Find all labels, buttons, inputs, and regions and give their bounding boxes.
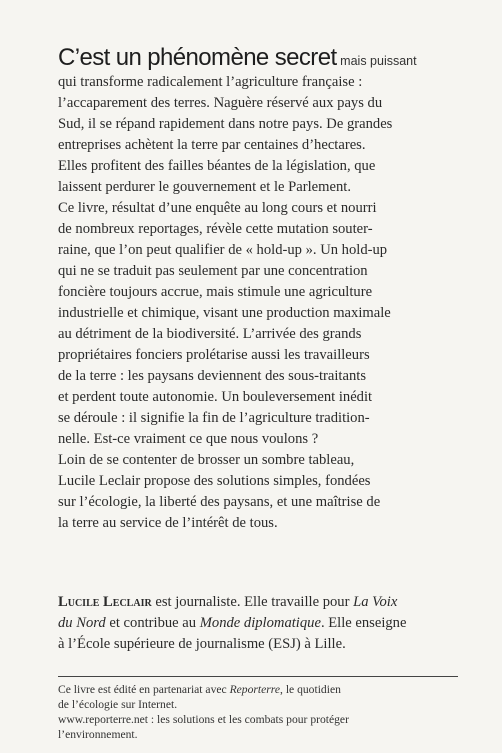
body-line: nelle. Est-ce vraiment ce que nous voulons ? — [58, 431, 319, 447]
body-line: entreprises achètent la terre par centaines d’hectares. — [58, 137, 366, 153]
body-line: la terre au service de l’intérêt de tous. — [58, 515, 278, 531]
author-bio-line — [58, 613, 458, 634]
body-line: qui ne se traduit pas seulement par une concentration — [58, 263, 368, 279]
body-lines — [58, 72, 458, 534]
body-line: de la terre : les paysans deviennent des sous-traitants — [58, 368, 366, 384]
body-line: raine, que l’on peut qualifier de « hold-up ». Un hold-up — [58, 242, 388, 258]
publication-name: Monde diplomatique — [199, 615, 321, 631]
publisher-note-line — [58, 682, 458, 697]
body-line: se déroule : il signifie la fin de l’agriculture tradition- — [58, 410, 370, 426]
body-line: Lucile Leclair propose des solutions simples, fondées — [58, 473, 371, 489]
body-line: l’accaparement des terres. Naguère réservé aux pays du — [58, 95, 383, 111]
body-line: Ce livre, résultat d’une enquête au long cours et nourri — [58, 200, 377, 216]
body-line: au détriment de la biodiversité. L’arrivée des grands — [58, 326, 362, 342]
publisher-note — [58, 682, 458, 742]
publisher-note-line: de l’écologie sur Internet. — [58, 698, 178, 711]
author-bio-line — [58, 592, 458, 613]
body-line: industrielle et chimique, visant une production maximale — [58, 305, 391, 321]
body-line: de nombreux reportages, révèle cette mutation souter- — [58, 221, 373, 237]
divider — [58, 676, 458, 677]
body-line: qui transforme radicalement l’agriculture française : — [58, 74, 363, 90]
publisher-note-line: www.reporterre.net : les solutions et les combats pour protéger — [58, 713, 349, 726]
publisher-note-line: l’environnement. — [58, 728, 138, 741]
blurb-text — [58, 44, 458, 534]
publisher-note-text: , le quotidien — [280, 683, 341, 696]
headline: C’est un phénomène secret — [58, 44, 337, 71]
body-line: et perdent toute autonomie. Un bouleversement inédit — [58, 389, 373, 405]
publication-name: du Nord — [58, 615, 106, 631]
partner-name: Reporterre — [229, 683, 281, 696]
author-bio-text: et contribue au — [105, 615, 200, 631]
headline-tail: mais puissant — [340, 54, 417, 68]
blurb — [58, 44, 458, 534]
publisher-note-text: Ce livre est édité en partenariat avec — [58, 683, 230, 696]
body-line: Loin de se contenter de brosser un sombre tableau, — [58, 452, 355, 468]
author-name: Lucile Leclair — [58, 594, 152, 610]
body-line: laissent perdurer le gouvernement et le Parlement. — [58, 179, 351, 195]
body-line: Sud, il se répand rapidement dans notre pays. De grandes — [58, 116, 393, 132]
body-line: sur l’écologie, la liberté des paysans, et une maîtrise de — [58, 494, 381, 510]
author-bio-line: à l’École supérieure de journalisme (ESJ) à Lille. — [58, 636, 346, 652]
author-bio-text: . Elle enseigne — [320, 615, 407, 631]
body-line: propriétaires fonciers prolétarise aussi les travailleurs — [58, 347, 370, 363]
author-bio — [58, 592, 458, 655]
headline-line — [58, 44, 458, 72]
body-line: foncière toujours accrue, mais stimule une agriculture — [58, 284, 373, 300]
body-line: Elles profitent des failles béantes de la législation, que — [58, 158, 376, 174]
author-bio-text: est journaliste. Elle travaille pour — [151, 594, 354, 610]
publication-name: La Voix — [353, 594, 398, 610]
